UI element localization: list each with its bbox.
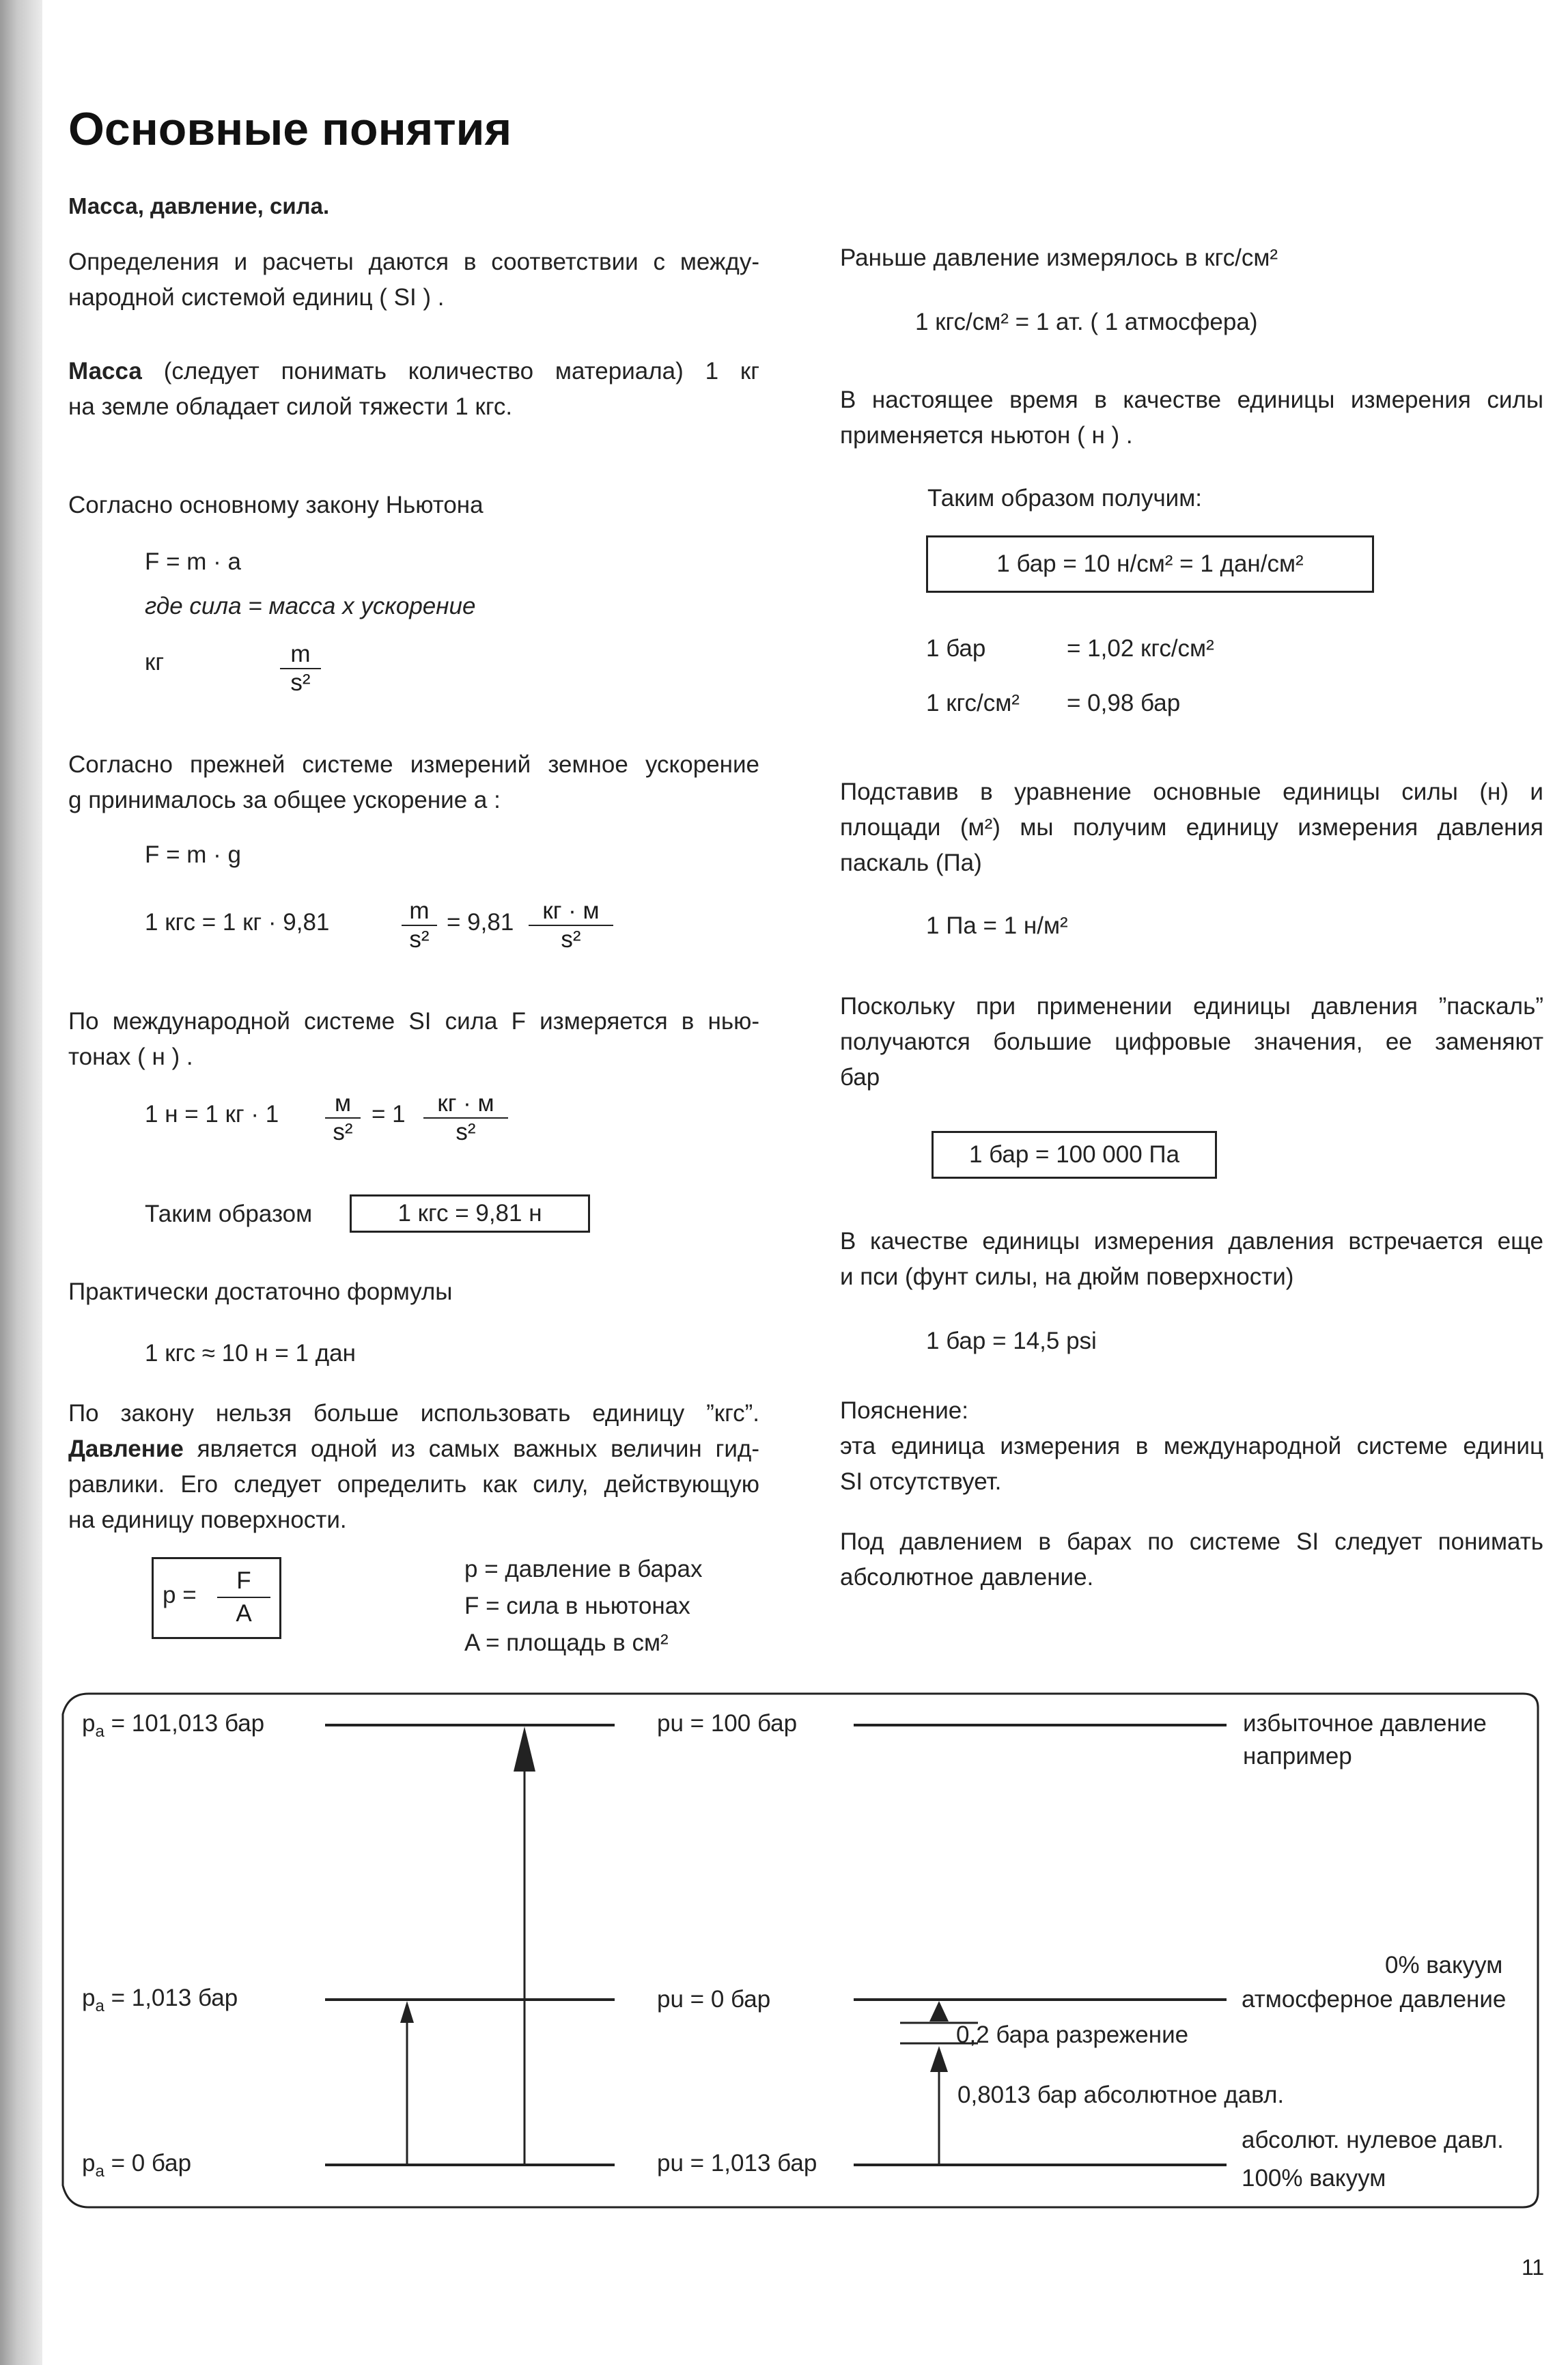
psi-equation: 1 бар = 14,5 psi (926, 1328, 1097, 1354)
bar-kgs-left: 1 бар (926, 635, 986, 662)
arrow-vacuum-head (929, 2001, 949, 2021)
pa-top-label: $p_a = 101,013$ бар (82, 1710, 265, 1741)
thus-get-text: Таким образом получим: (927, 485, 1203, 512)
bar-kgs-right: = 1,02 кгс/см² (1067, 635, 1214, 662)
pfa-p: p = (163, 1582, 197, 1608)
fraction-kgm-over-s2: кг · м s² (529, 897, 613, 953)
absolute-paragraph: Под давлением в барах по системе SI следует понимать абсолютное давление. (840, 1528, 1543, 1591)
example-label: например (1243, 1743, 1352, 1769)
practically-text: Практически достаточно формулы (68, 1278, 453, 1305)
pu-mid-label: pu = 0 бар (657, 1986, 771, 2013)
pressure-paragraph: По закону нельзя больше использовать единицу ”кгс”. Давление является одной из самых важных величин гид- равлики. Его следует определить как силу, действующую на единицу поверхности. (68, 1400, 759, 1533)
pu-bot-label: pu = 1,013 бар (657, 2150, 817, 2177)
newton-equation-mid: = 1 (372, 1101, 406, 1128)
pascal-equation: 1 Па = 1 н/м² (926, 912, 1068, 939)
pressure-term: Давление (68, 1436, 184, 1462)
overpressure-label: избыточное давление (1243, 1710, 1487, 1737)
earlier-text: Раньше давление измерялось в кгс/см² (840, 244, 1278, 271)
full-vacuum-label: 100% вакуум (1242, 2165, 1386, 2192)
atmospheric-pressure-label: атмосферное давление (1242, 1986, 1507, 2013)
since-paragraph: Поскольку при применении единицы давления ”паскаль” получаются большие цифровые значения, ее заменяют бар (840, 993, 1543, 1091)
formula-f-mg: F = m · g (145, 841, 241, 868)
kgs-equation-start: 1 кгс = 1 кг · 9,81 (145, 909, 330, 936)
fraction-m-over-s2: $\frac{m}{\text{s²}}$ (280, 641, 321, 697)
kgs-bar-right: = 0,98 бар (1067, 690, 1181, 716)
arrow-atm-head (400, 2001, 414, 2023)
absolute-08013-label: 0,8013 бар абсолютное давл. (957, 2082, 1285, 2108)
mass-paragraph: Масса (следует понимать количество материала) 1 кг на земле обладает силой тяжести 1 кгс. (68, 358, 759, 420)
fraction-kgm-over-s2-b: кг · м s² (423, 1090, 508, 1146)
psi-paragraph: В качестве единицы измерения давления встречается еще и пси (фунт силы, на дюйм поверхности) (840, 1228, 1543, 1290)
atm-formula: 1 кгс/см² = 1 ат. ( 1 атмосфера) (915, 309, 1258, 335)
kgs-bar-left: 1 кгс/см² (926, 690, 1020, 716)
absolute-zero-label: абсолют. нулевое давл. (1242, 2127, 1504, 2153)
arrow-overpressure-head (514, 1726, 535, 1772)
now-paragraph: В настоящее время в качестве единицы измерения силы применяется ньютон ( н ) . (840, 387, 1543, 449)
bar-pascal-box: 1 бар = 100 000 Па (932, 1131, 1217, 1179)
kgs-equation-mid: = 9,81 (447, 909, 514, 936)
unit-kg: кг (145, 649, 165, 675)
vacuum-02-label: 0,2 бара разрежение (956, 2021, 1189, 2048)
arrow-abs-head (930, 2046, 948, 2072)
kgs-newton-box: 1 кгс = 9,81 н (350, 1194, 590, 1233)
thus-label: Таким образом (145, 1201, 313, 1227)
newton-equation-start: 1 н = 1 кг · 1 (145, 1101, 279, 1128)
page-title: Основные понятия (68, 103, 512, 155)
section-subtitle: Масса, давление, сила. (68, 193, 330, 219)
old-system-paragraph: Согласно прежней системе измерений земное ускорение g принималось за общее ускорение a : (68, 751, 759, 813)
legend-p: p = давление в барах (464, 1556, 703, 1582)
fraction-m-over-s2-b: $\frac{m}{\text{s²}}$ (402, 897, 437, 953)
pa-mid-label: $p_a = 1,013$ бар (82, 1985, 238, 2015)
note-paragraph: эта единица измерения в международной системе единиц SI отсутствует. (840, 1433, 1543, 1495)
pa-bot-label: $p_a = 0$ бар (82, 2150, 192, 2181)
zero-vacuum-label: 0% вакуум (1385, 1952, 1503, 1978)
intro-paragraph: Определения и расчеты даются в соответствии с между- народной системой единиц ( SI ) . (68, 249, 759, 311)
newton-intro: Согласно основному закону Ньютона (68, 492, 484, 518)
formula-f-ma-words: где сила = масса х ускорение (145, 593, 476, 619)
bar-definition-box: 1 бар = 10 н/см² = 1 дан/см² (926, 535, 1374, 593)
fraction-m-over-s2-c: м s² (325, 1090, 361, 1146)
pu-top-label: pu = 100 бар (657, 1710, 798, 1737)
mass-term: Масса (68, 358, 142, 384)
si-paragraph: По международной системе SI сила F измеряется в нью- тонах ( н ) . (68, 1008, 759, 1070)
legend-f: F = сила в ньютонах (464, 1593, 690, 1619)
page-number: 11 (1522, 2255, 1545, 2280)
note-label: Пояснение: (840, 1397, 968, 1424)
substituting-paragraph: Подставив в уравнение основные единицы силы (н) и площади (м²) мы получим единицу измерения давления паскаль (Па) (840, 779, 1543, 876)
approx-formula: 1 кгс ≈ 10 н = 1 дан (145, 1340, 356, 1367)
legend-a: A = площадь в см² (464, 1629, 669, 1656)
fraction-f-over-a: $\frac{F}{A}$ (217, 1565, 270, 1629)
formula-f-ma: F = m · a (145, 548, 241, 575)
